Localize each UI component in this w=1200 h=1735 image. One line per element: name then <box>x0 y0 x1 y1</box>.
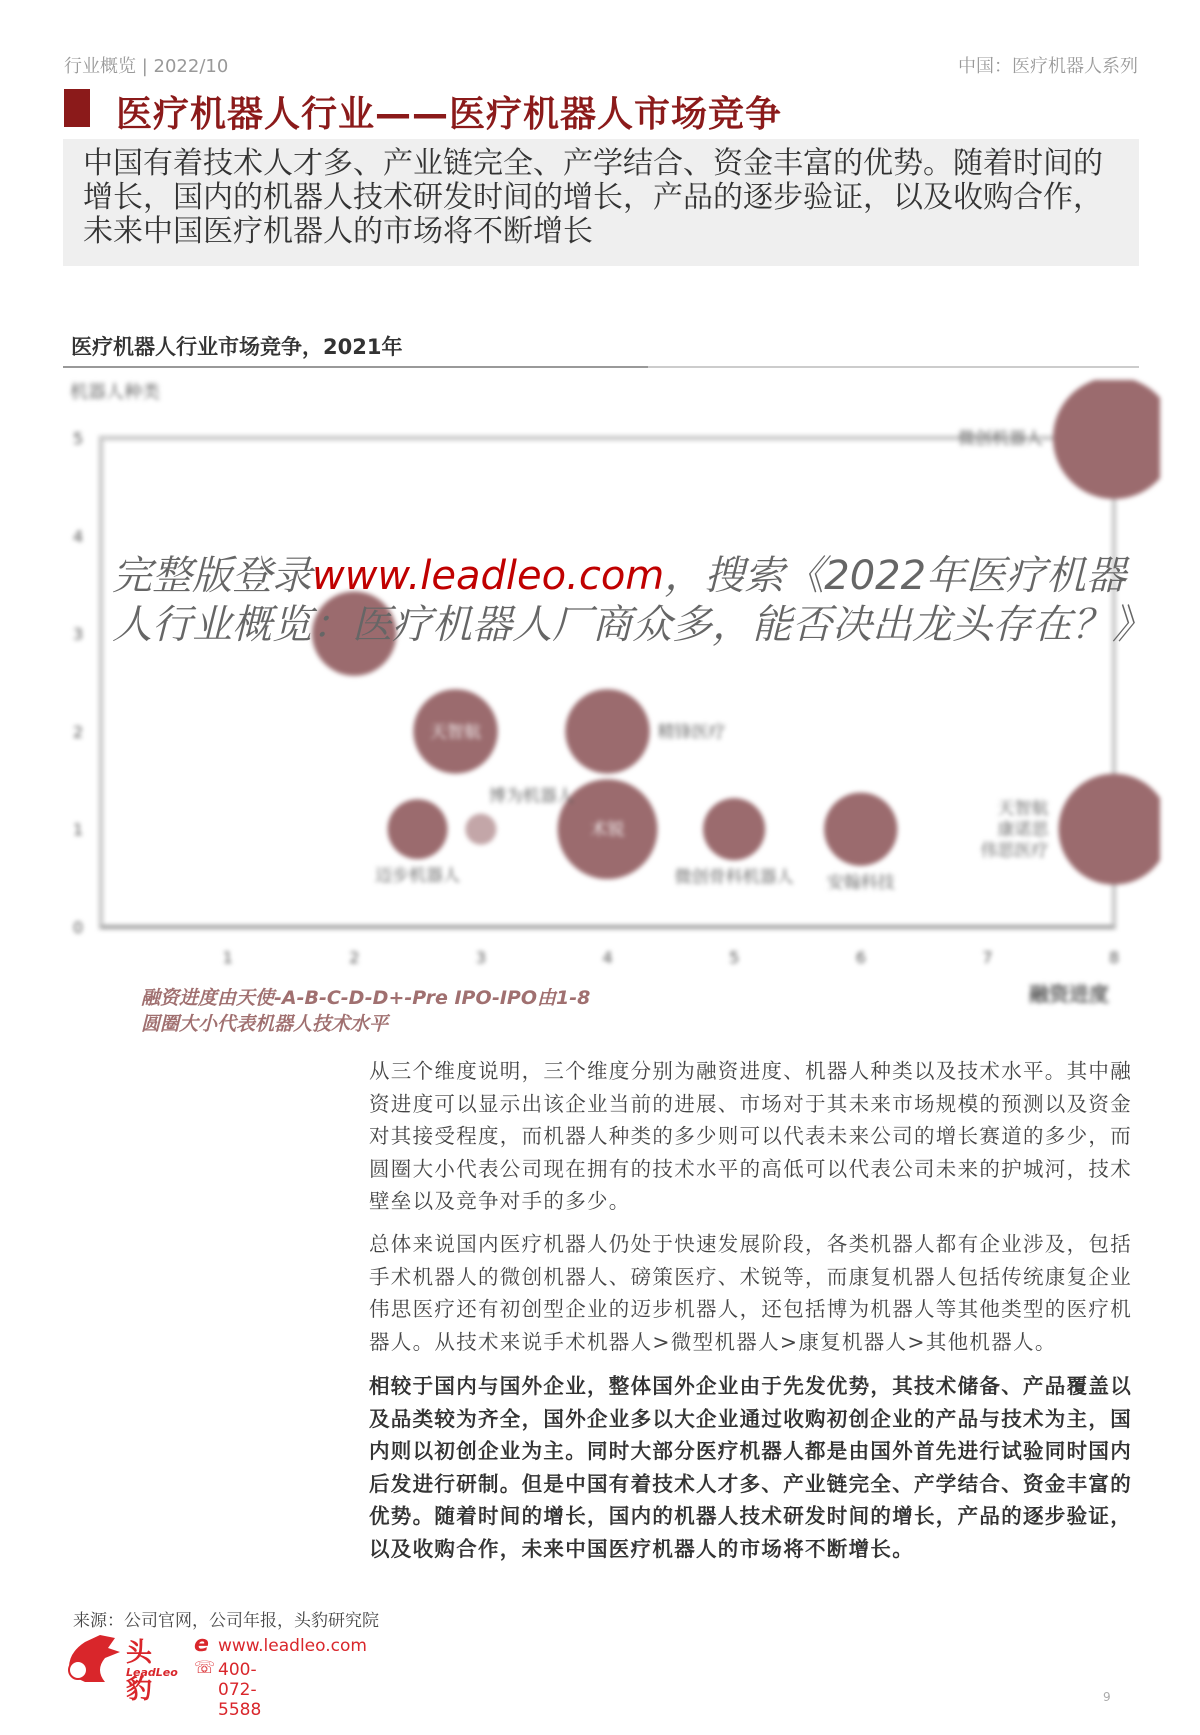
x-tick-label: 1 <box>222 948 233 967</box>
watermark-text: 完整版登录 <box>112 553 312 599</box>
title-accent-bar <box>64 89 90 127</box>
header-series: 中国：医疗机器人系列 <box>958 56 1138 77</box>
bubble-label: 精锋医疗 <box>657 722 726 743</box>
bubble-label: 天智航 <box>430 722 482 743</box>
body-paragraph-bold: 相较于国内与国外企业，整体国外企业由于先发优势，其技术储备、产品覆盖以及品类较为齐全，国外企业多以大企业通过收购初创企业的产品与技术为主，国内则以初创企业为主。同时大部分医疗机器人都是由国外首先进行试验同时国内后发进行研制。但是中国有着技术人才多、产业链完全、产学结合、资金丰富的优势。随着时间的增长，国内的机器人技术研发时间的增长，产品的逐步验证，以及收购合作，未来中国医疗机器人的市场将不断增长。 <box>369 1374 1132 1561</box>
y-tick-label: 5 <box>73 429 84 448</box>
x-tick-label: 6 <box>855 948 866 967</box>
bubble-label: 迈步机器人 <box>375 866 461 887</box>
y-tick-label: 1 <box>73 820 84 840</box>
x-tick-label: 3 <box>475 948 487 967</box>
logo-name: 头豹 <box>126 1638 153 1705</box>
bubble-label: 微创骨科机器人 <box>674 867 794 888</box>
watermark-url[interactable]: www.leadleo.com <box>312 553 665 599</box>
bubble <box>388 799 448 859</box>
web-icon: e <box>194 1632 209 1657</box>
header-report-type: 行业概览 | 2022/10 <box>64 56 229 77</box>
x-tick-label: 5 <box>729 948 740 967</box>
y-tick-label: 0 <box>73 918 84 937</box>
watermark-text-2: ，搜索《2022年医疗机器人行业概览：医疗机器人厂商众多，能否决出龙头存在？》 <box>112 553 1152 648</box>
source-note: 来源：公司官网，公司年报，头豹研究院 <box>73 1611 379 1631</box>
logo-url[interactable]: www.leadleo.com <box>218 1636 367 1656</box>
bubble-label: 天智航康诺思伟思医疗 <box>980 799 1049 862</box>
chart-caption <box>141 985 590 1037</box>
x-tick-label: 4 <box>602 948 613 967</box>
bubble-chart <box>60 380 1160 1020</box>
bubble-label: 博为机器人 <box>488 786 574 807</box>
bubble <box>565 689 649 773</box>
bubble <box>824 793 897 866</box>
bubble <box>1053 380 1160 499</box>
phone-icon: ☏ <box>194 1658 216 1678</box>
bubble-label: 安翰科技 <box>826 872 895 893</box>
body-paragraph: 从三个维度说明，三个维度分别为融资进度、机器人种类以及技术水平。其中融资进度可以显示出该企业当前的进展、市场对于其未来市场规模的预测以及资金对其接受程度，而机器人种类的多少则可以代表未来公司的增长赛道的多少，而圆圈大小代表公司现在拥有的技术水平的高低可以代表公司未来的护城河，技术壁垒以及竞争对手的多少。 <box>369 1059 1132 1214</box>
x-tick-label: 2 <box>349 948 360 967</box>
x-axis-label: 融资进度 <box>1029 982 1109 1006</box>
leopard-logo-icon <box>60 1630 130 1685</box>
body-paragraph: 总体来说国内医疗机器人仍处于快速发展阶段，各类机器人都有企业涉及，包括手术机器人的微创机器人、磅策医疗、术锐等，而康复机器人包括传统康复企业伟思医疗还有初创型企业的迈步机器人，还包括博为机器人等其他类型的医疗机器人。从技术来说手术机器人>微型机器人>康复机器人>其他机器人。 <box>369 1232 1132 1354</box>
bubble <box>703 798 765 860</box>
caption-line: 融资进度由天使-A-B-C-D-D+-Pre IPO-IPO由1-8 <box>141 987 591 1009</box>
divider-accent <box>63 366 648 368</box>
y-tick-label: 4 <box>73 526 84 546</box>
caption-line: 圆圈大小代表机器人技术水平 <box>141 1013 389 1035</box>
y-tick-label: 3 <box>73 624 84 644</box>
x-tick-label: 7 <box>982 948 993 967</box>
bubble-label: 术锐 <box>590 820 625 841</box>
y-tick-label: 2 <box>73 722 84 742</box>
bubble <box>1059 774 1161 885</box>
logo-phone: 400-072-5588 <box>218 1660 262 1720</box>
logo-en: LeadLeo <box>126 1666 178 1679</box>
y-axis-label: 机器人种类 <box>70 382 160 403</box>
bubble <box>465 814 496 845</box>
summary-box: 中国有着技术人才多、产业链完全、产学结合、资金丰富的优势。随着时间的增长，国内的机器人技术研发时间的增长，产品的逐步验证，以及收购合作，未来中国医疗机器人的市场将不断增长 <box>63 139 1139 266</box>
x-tick-label: 8 <box>1109 948 1120 967</box>
page-number: 9 <box>1103 1690 1111 1704</box>
bubble-label: 微创机器人 <box>957 429 1043 449</box>
page-title: 医疗机器人行业——医疗机器人市场竞争 <box>116 94 783 135</box>
watermark <box>112 552 1152 650</box>
chart-title: 医疗机器人行业市场竞争，2021年 <box>71 335 403 359</box>
